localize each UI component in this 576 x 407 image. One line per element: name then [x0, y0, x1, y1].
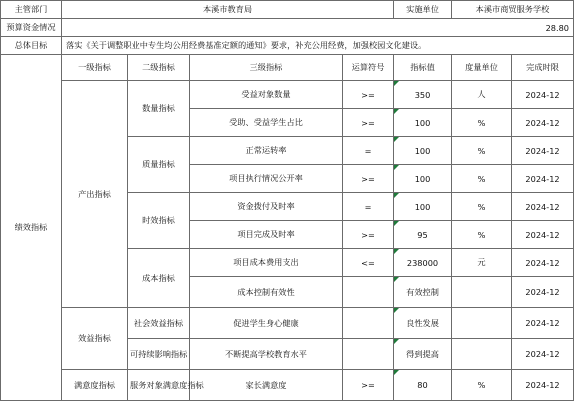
unit-cell[interactable]: %	[452, 137, 512, 165]
deadline-cell[interactable]: 2024-12	[512, 339, 574, 370]
col-header-value[interactable]: 指标值	[394, 55, 452, 81]
indicator-name-cell[interactable]: 成本控制有效性	[190, 277, 343, 308]
unit-cell[interactable]	[452, 308, 512, 339]
operator-cell[interactable]	[343, 277, 394, 308]
group-benefit-cell[interactable]: 效益指标	[62, 308, 128, 370]
unit-cell[interactable]	[452, 277, 512, 308]
unit-cell[interactable]: 元	[452, 249, 512, 277]
dept-label-cell[interactable]: 主管部门	[1, 1, 62, 19]
value-cell[interactable]: 100	[394, 165, 452, 193]
deadline-cell[interactable]: 2024-12	[512, 137, 574, 165]
indicator-name-cell[interactable]: 家长满意度	[190, 370, 343, 401]
group-quantity-cell[interactable]: 数量指标	[128, 81, 190, 137]
dept-value-cell[interactable]: 本溪市教育局	[62, 1, 394, 19]
goal-label-cell[interactable]: 总体目标	[1, 37, 62, 55]
value-cell[interactable]: 100	[394, 137, 452, 165]
goal-row	[1, 37, 574, 55]
deadline-cell[interactable]: 2024-12	[512, 221, 574, 249]
perf-label-cell[interactable]: 绩效指标	[1, 55, 62, 401]
indicator-name-cell[interactable]: 项目完成及时率	[190, 221, 343, 249]
indicator-name-cell[interactable]: 正常运转率	[190, 137, 343, 165]
operator-cell[interactable]: >=	[343, 81, 394, 109]
value-cell[interactable]: 良性发展	[394, 308, 452, 339]
value-cell[interactable]: 得到提高	[394, 339, 452, 370]
col-header-deadline[interactable]: 完成时限	[512, 55, 574, 81]
operator-cell[interactable]	[343, 339, 394, 370]
indicator-name-cell[interactable]: 资金拨付及时率	[190, 193, 343, 221]
unit-cell[interactable]: 人	[452, 81, 512, 109]
value-cell[interactable]: 238000	[394, 249, 452, 277]
unit-cell[interactable]: %	[452, 165, 512, 193]
value-cell[interactable]: 350	[394, 81, 452, 109]
budget-row	[1, 19, 574, 37]
operator-cell[interactable]: =	[343, 137, 394, 165]
col-header-level3[interactable]: 三级指标	[190, 55, 343, 81]
value-cell[interactable]: 95	[394, 221, 452, 249]
unit-value-cell[interactable]: 本溪市商贸服务学校	[452, 1, 574, 19]
unit-cell[interactable]: %	[452, 193, 512, 221]
group-quality-cell[interactable]: 质量指标	[128, 137, 190, 193]
table-row	[1, 81, 574, 109]
value-cell[interactable]: 100	[394, 193, 452, 221]
operator-cell[interactable]: >=	[343, 165, 394, 193]
deadline-cell[interactable]: 2024-12	[512, 165, 574, 193]
indicator-name-cell[interactable]: 项目执行情况公开率	[190, 165, 343, 193]
group-satisfaction-cell[interactable]: 满意度指标	[62, 370, 128, 401]
group-sustainable-cell[interactable]: 可持续影响指标	[128, 339, 190, 370]
unit-cell[interactable]: %	[452, 221, 512, 249]
unit-cell[interactable]: %	[452, 109, 512, 137]
unit-label-cell[interactable]: 实施单位	[394, 1, 452, 19]
col-header-unit[interactable]: 度量单位	[452, 55, 512, 81]
value-cell[interactable]: 100	[394, 109, 452, 137]
operator-cell[interactable]	[343, 308, 394, 339]
budget-value-cell[interactable]: 28.80	[62, 19, 574, 37]
table-row	[1, 308, 574, 339]
value-cell[interactable]: 有效控制	[394, 277, 452, 308]
header-row	[1, 1, 574, 19]
col-header-level2[interactable]: 二级指标	[128, 55, 190, 81]
indicator-name-cell[interactable]: 受益对象数量	[190, 81, 343, 109]
indicator-name-cell[interactable]: 促进学生身心健康	[190, 308, 343, 339]
group-social-cell[interactable]: 社会效益指标	[128, 308, 190, 339]
deadline-cell[interactable]: 2024-12	[512, 370, 574, 401]
deadline-cell[interactable]: 2024-12	[512, 308, 574, 339]
group-service-sat-cell[interactable]: 服务对象满意度指标	[128, 370, 190, 401]
indicator-name-cell[interactable]: 不断提高学校教育水平	[190, 339, 343, 370]
unit-cell[interactable]: %	[452, 370, 512, 401]
deadline-cell[interactable]: 2024-12	[512, 277, 574, 308]
goal-text-cell[interactable]: 落实《关于调整职业中专生均公用经费基准定额的通知》要求，补充公用经费，加强校园文化建设。	[62, 37, 574, 55]
deadline-cell[interactable]: 2024-12	[512, 81, 574, 109]
column-header-row	[1, 55, 574, 81]
operator-cell[interactable]: >=	[343, 109, 394, 137]
col-header-operator[interactable]: 运算符号	[343, 55, 394, 81]
deadline-cell[interactable]: 2024-12	[512, 249, 574, 277]
indicator-name-cell[interactable]: 受助、受益学生占比	[190, 109, 343, 137]
deadline-cell[interactable]: 2024-12	[512, 109, 574, 137]
deadline-cell[interactable]: 2024-12	[512, 193, 574, 221]
group-cost-cell[interactable]: 成本指标	[128, 249, 190, 308]
table-row	[1, 370, 574, 401]
group-output-cell[interactable]: 产出指标	[62, 81, 128, 308]
operator-cell[interactable]: <=	[343, 249, 394, 277]
indicator-name-cell[interactable]: 项目成本费用支出	[190, 249, 343, 277]
budget-label-cell[interactable]: 预算资金情况	[1, 19, 62, 37]
operator-cell[interactable]: >=	[343, 370, 394, 401]
unit-cell[interactable]	[452, 339, 512, 370]
group-timeliness-cell[interactable]: 时效指标	[128, 193, 190, 249]
value-cell[interactable]: 80	[394, 370, 452, 401]
operator-cell[interactable]: >=	[343, 221, 394, 249]
operator-cell[interactable]: =	[343, 193, 394, 221]
col-header-level1[interactable]: 一级指标	[62, 55, 128, 81]
